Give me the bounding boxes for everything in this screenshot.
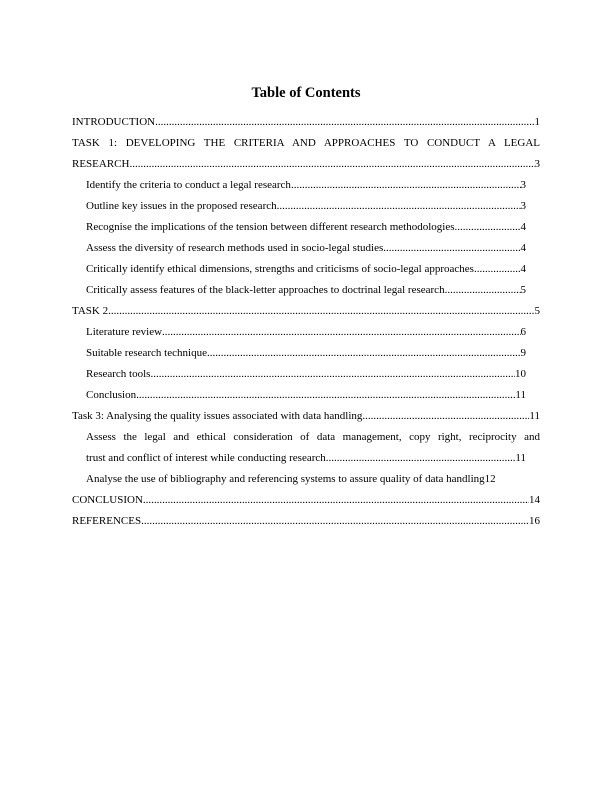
toc-entry-page: 3 xyxy=(534,158,540,170)
toc-entry-label: Literature review xyxy=(86,326,163,338)
toc-leader-dots xyxy=(207,343,521,364)
toc-leader-dots xyxy=(129,154,534,175)
toc-entry-research-technique[interactable] xyxy=(72,343,540,364)
toc-leader-dots xyxy=(474,259,521,280)
toc-leader-dots xyxy=(277,196,521,217)
toc-entry-task1-line2[interactable] xyxy=(72,154,540,175)
toc-entry-literature-review[interactable] xyxy=(72,322,540,343)
toc-leader-dots xyxy=(162,322,520,343)
table-of-contents xyxy=(72,112,540,532)
toc-entry-label: Analyse the use of bibliography and referencing systems to assure quality of data handling xyxy=(86,473,485,485)
toc-leader-dots xyxy=(291,175,521,196)
toc-entry-label: Outline key issues in the proposed research xyxy=(86,200,277,212)
toc-entry-page: 4 xyxy=(520,242,526,254)
toc-entry-page: 11 xyxy=(515,389,526,401)
toc-entry-label: TASK 2 xyxy=(72,305,109,317)
toc-entry-label: Task 3: Analysing the quality issues associated with data handling xyxy=(72,410,363,422)
toc-entry-page: 3 xyxy=(520,179,526,191)
toc-entry-diversity[interactable] xyxy=(72,238,540,259)
toc-entry-label: CONCLUSION xyxy=(72,494,143,506)
toc-entry-research-tools[interactable] xyxy=(72,364,540,385)
toc-leader-dots xyxy=(136,385,515,406)
toc-entry-label: RESEARCH xyxy=(72,158,130,170)
toc-leader-dots xyxy=(326,448,516,469)
toc-entry-page: 16 xyxy=(529,515,540,527)
toc-entry-label: Assess the legal and ethical consideration of data management, copy right, reciprocity and xyxy=(86,431,540,443)
toc-entry-page: 3 xyxy=(520,200,526,212)
toc-entry-data-management-line1[interactable] xyxy=(72,427,540,448)
toc-leader-dots xyxy=(150,364,515,385)
toc-entry-page: 11 xyxy=(515,452,526,464)
toc-entry-label: Suitable research technique xyxy=(86,347,207,359)
toc-entry-page: 14 xyxy=(529,494,540,506)
toc-entry-conclusion-sub[interactable] xyxy=(72,385,540,406)
toc-entry-label: trust and conflict of interest while conducting research xyxy=(86,452,326,464)
toc-entry-label: INTRODUCTION xyxy=(72,116,156,128)
toc-entry-label: Research tools xyxy=(86,368,151,380)
toc-entry-label: Critically identify ethical dimensions, strengths and criticisms of socio-legal approaches xyxy=(86,263,474,275)
toc-entry-label: Critically assess features of the black-letter approaches to doctrinal legal research xyxy=(86,284,445,296)
toc-entry-task2[interactable] xyxy=(72,301,540,322)
toc-leader-dots xyxy=(108,301,534,322)
toc-entry-page: 11 xyxy=(529,410,540,422)
toc-entry-task1-line1[interactable] xyxy=(72,133,540,154)
toc-entry-page: 5 xyxy=(520,284,526,296)
toc-entry-criteria[interactable] xyxy=(72,175,540,196)
toc-entry-label: REFERENCES xyxy=(72,515,142,527)
toc-leader-dots xyxy=(383,238,520,259)
toc-entry-task3[interactable] xyxy=(72,406,540,427)
toc-entry-label: Recognise the implications of the tension between different research methodologies xyxy=(86,221,455,233)
toc-entry-ethical[interactable] xyxy=(72,259,540,280)
toc-entry-page: 12 xyxy=(484,473,496,485)
toc-entry-page: 4 xyxy=(520,263,526,275)
toc-entry-label: TASK 1: DEVELOPING THE CRITERIA AND APPROACHES TO CONDUCT A LEGAL xyxy=(72,137,540,149)
toc-entry-page: 10 xyxy=(515,368,526,380)
toc-leader-dots xyxy=(455,217,521,238)
toc-entry-label: Identify the criteria to conduct a legal research xyxy=(86,179,291,191)
toc-entry-page: 9 xyxy=(520,347,526,359)
toc-leader-dots xyxy=(143,490,529,511)
toc-entry-page: 6 xyxy=(520,326,526,338)
toc-leader-dots xyxy=(141,511,529,532)
toc-title: Table of Contents xyxy=(251,85,361,101)
toc-entry-key-issues[interactable] xyxy=(72,196,540,217)
toc-entry-data-management-line2[interactable] xyxy=(72,448,540,469)
toc-leader-dots xyxy=(362,406,529,427)
toc-leader-dots xyxy=(155,112,534,133)
toc-entry-page: 1 xyxy=(534,116,540,128)
toc-entry-references[interactable] xyxy=(72,511,540,532)
toc-entry-page: 4 xyxy=(520,221,526,233)
toc-entry-page: 5 xyxy=(534,305,540,317)
toc-entry-tension[interactable] xyxy=(72,217,540,238)
toc-entry-black-letter[interactable] xyxy=(72,280,540,301)
toc-entry-bibliography[interactable] xyxy=(72,469,540,490)
toc-entry-introduction[interactable] xyxy=(72,112,540,133)
toc-entry-conclusion[interactable] xyxy=(72,490,540,511)
toc-leader-dots xyxy=(445,280,521,301)
toc-entry-label: Assess the diversity of research methods used in socio-legal studies xyxy=(86,242,384,254)
toc-entry-label: Conclusion xyxy=(86,389,137,401)
